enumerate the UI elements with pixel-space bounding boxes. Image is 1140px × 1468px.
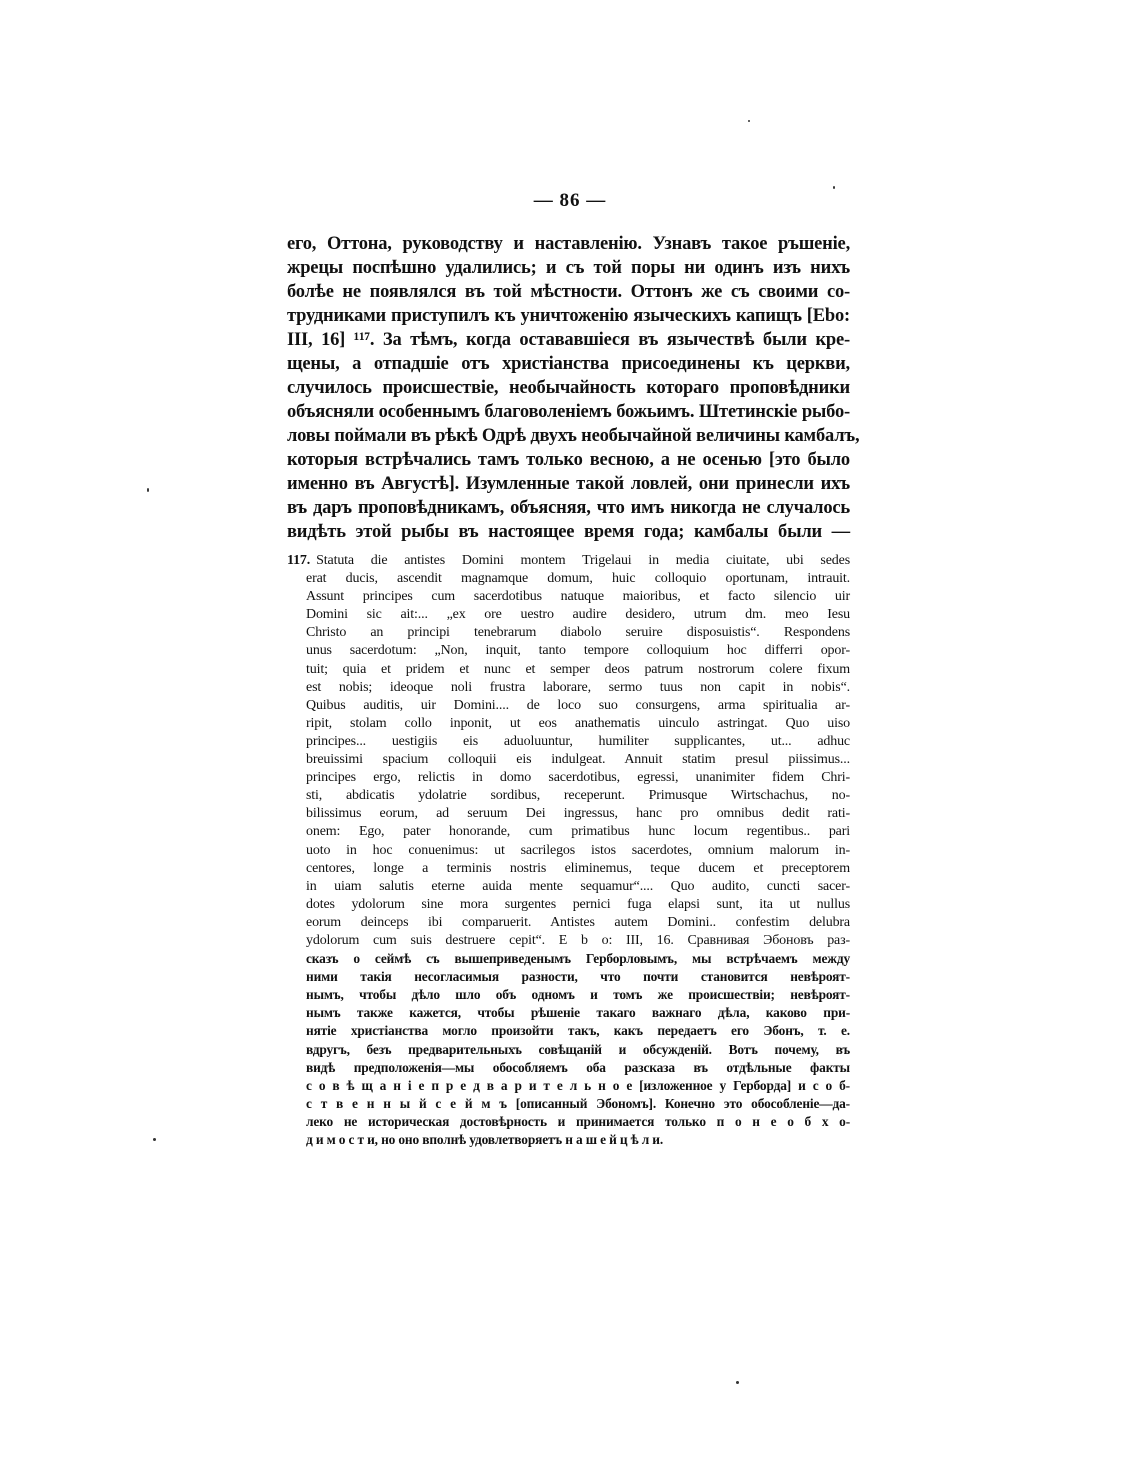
text-line: которыя встрѣчались тамъ только весною, а не осенью [это было [287, 450, 850, 470]
footnote-line: principes ergo, relictis in domo sacerdotibus, egressi, unanimiter fidem Chri- [306, 770, 850, 786]
footnote-line: с т в е н н ы й с е й м ъ [описанный Эбономъ]. Конечно это обособленіе—да- [306, 1095, 850, 1111]
footnote-line: eorum deinceps ibi comparuerit. Antistes autem Domini.. confestim delubra [306, 914, 850, 930]
footnote-line: с о в ѣ щ а н і е п р е д в а р и т е л ь н о е [изложенное у Герборда] и с о б- [306, 1077, 850, 1093]
print-speck [748, 120, 750, 122]
print-speck [147, 488, 149, 492]
footnote-line: breuissimi spacium colloquii eis indulgeat. Annuit statim presul piissimus... [306, 752, 850, 768]
text-line: жрецы поспѣшно удалились; и съ той поры ни одинъ изъ нихъ [287, 258, 850, 278]
text-line: въ даръ проповѣдникамъ, объясняя, что имъ никогда не случалось [287, 498, 850, 518]
text-line: его, Оттона, руководству и наставленію. Узнавъ такое ръшеніе, [287, 234, 850, 254]
text-line: именно въ Августѣ]. Изумленные такой ловлей, они принесли ихъ [287, 474, 850, 494]
page-number: — 86 — [533, 190, 607, 211]
text-line: III, 16] ¹¹⁷. За тѣмъ, когда остававшіеся въ язычествѣ были кре- [287, 330, 850, 350]
footnote-line: нымъ также кажется, чтобы рѣшеніе такаго важнаго дѣла, каково при- [306, 1005, 850, 1021]
footnote-line: нымъ, чтобы дѣло шло объ одномъ и томъ же происшествіи; невѣроят- [306, 987, 850, 1003]
footnote-line: Christo an principi tenebrarum diabolo seruire disposuistis“. Respondens [306, 625, 850, 641]
footnote-line: dotes ydolorum sine mora surgentes pernici fuga elapsi sunt, ita ut nullus [306, 896, 850, 912]
footnote-line: in uiam salutis eterne auida mente sequamur“.... Quo audito, cuncti sacer- [306, 878, 850, 894]
main-text [287, 232, 860, 544]
footnote-line: uoto in hoc conuenimus: ut sacrilegos istos sacerdotes, omnium malorum in- [306, 842, 850, 858]
footnote-line: нятіе христіанства могло произойти такъ, какъ передаетъ его Эбонъ, т. е. [306, 1023, 850, 1039]
footnote-line: erat ducis, ascendit magnamque domum, huic colloquio oportunam, intrauit. [306, 571, 850, 587]
print-speck [833, 186, 835, 189]
footnote-line: tuit; quia et pridem et nunc et semper deos patrum nostrorum colere fixum [306, 661, 850, 677]
footnote-line: ydolorum cum suis destruere cepit“. E b o: III, 16. Сравнивая Эбоновъ раз- [306, 932, 850, 948]
footnote-line-text: Statuta die antistes Domini montem Trigelaui in media ciuitate, ubi sedes [316, 553, 850, 568]
footnote-line: onem: Ego, pater honorande, cum primatibus hunc locum regentibus.. pari [306, 824, 850, 840]
text-line: болѣе не появлялся въ той мѣстности. Оттонъ же съ своими со- [287, 282, 850, 302]
text-line: ловы поймали въ рѣкѣ Одрѣ двухъ необычайной величины камбалъ, [287, 426, 860, 446]
footnote-line: видѣ предположенія—мы обособляемъ оба разсказа въ отдѣльные факты [306, 1059, 850, 1075]
text-line: трудниками приступилъ къ уничтоженію языческихъ капищъ [Ebo: [287, 306, 850, 326]
footnote-line: Domini sic ait:... „ex ore uestro audire desidero, utrum dm. meo Iesu [306, 607, 850, 623]
footnote-line: Quibus auditis, uir Domini.... de loco suo consurgens, arma spiritualia ar- [306, 697, 850, 713]
footnote-line: sti, abdicatis ydolatrie sordibus, receperunt. Primusque Wirtschachus, no- [306, 788, 850, 804]
text-line: случилось происшествіе, необычайность котораго проповѣдники [287, 378, 850, 398]
footnote-number: 117. [287, 553, 311, 568]
print-speck [736, 1381, 739, 1384]
text-line: щены, а отпадшіе отъ христіанства присоединены къ церкви, [287, 354, 850, 374]
footnote-line: вдругъ, безъ предварительныхъ совѣщаній и обсужденій. Вотъ почему, въ [306, 1041, 850, 1057]
footnote-line: unus sacerdotum: „Non, inquit, tanto tempore colloquium hoc differri opor- [306, 643, 850, 659]
footnote-line [287, 552, 850, 570]
footnote-line: сказъ о сеймѣ съ вышеприведенымъ Герборловымъ, мы встрѣчаемъ между [306, 951, 850, 967]
print-speck [153, 1138, 156, 1141]
footnote-line: centores, longe a terminis nostris eliminemus, teque ducem et preceptorem [306, 860, 850, 876]
footnote-line: est nobis; ideoque noli frustra laborare, sermo tuus non capit in nobis“. [306, 679, 850, 695]
footnote-line: леко не историческая достовѣрность и принимается только п о н е о б х о- [306, 1113, 850, 1129]
footnote-line: principes... uestigiis eis aduoluuntur, humiliter supplicantes, ut... adhuc [306, 733, 850, 749]
footnote-line: ripit, stolam collo inponit, ut eos anathematis uinculo astringat. Quo uiso [306, 715, 850, 731]
footnote-117 [287, 552, 850, 1149]
footnote-line: bilissimus eorum, ad seruum Dei ingressus, hanc pro omnibus dedit rati- [306, 806, 850, 822]
footnote-line: д и м о с т и, но оно вполнѣ удовлетворяетъ н а ш е й ц ѣ л и. [306, 1132, 664, 1147]
text-line: объясняли особеннымъ благоволеніемъ божьимъ. Штетинскіе рыбо- [287, 402, 850, 422]
text-line: видѣть этой рыбы въ настоящее время года; камбалы были — [287, 522, 850, 542]
footnote-line: ними такія несогласимыя разности, что почти становится невѣроят- [306, 969, 850, 985]
footnote-line: Assunt principes cum sacerdotibus natuque maioribus, et facto silencio uir [306, 589, 850, 605]
